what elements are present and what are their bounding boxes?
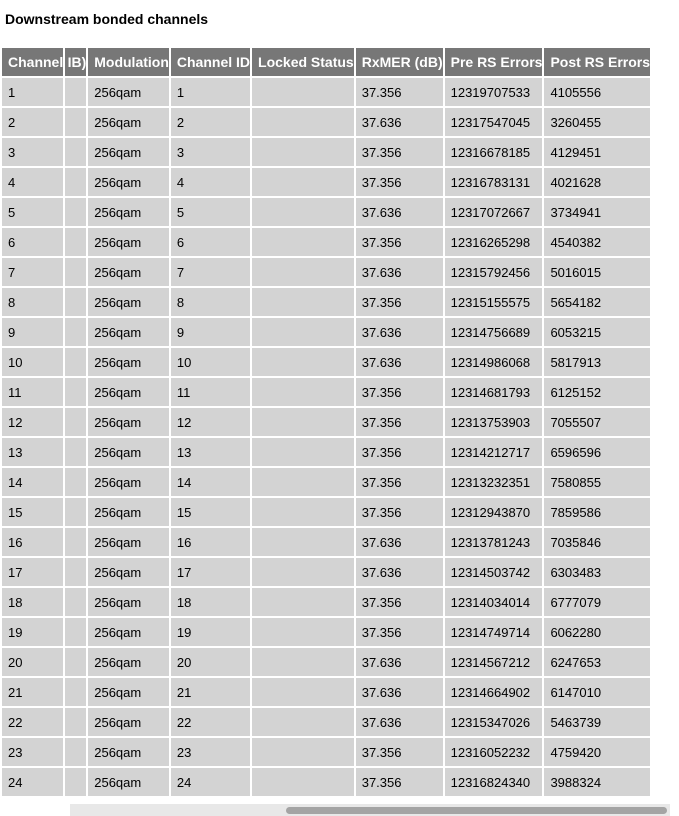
cell-rxmer: 37.356 xyxy=(356,78,443,106)
cell-channel-id: 13 xyxy=(171,438,250,466)
cell-channel-id: 8 xyxy=(171,288,250,316)
cell-post-rs-errors: 6303483 xyxy=(544,558,650,586)
cell-channel-id: 22 xyxy=(171,708,250,736)
cell-channel-id: 4 xyxy=(171,168,250,196)
cell-pre-rs-errors: 12317547045 xyxy=(445,108,543,136)
table-row xyxy=(2,378,650,406)
cell-pre-rs-errors: 12314034014 xyxy=(445,588,543,616)
cell-post-rs-errors: 6596596 xyxy=(544,438,650,466)
cell-pre-rs-errors: 12313781243 xyxy=(445,528,543,556)
cell-pre-rs-errors: 12315155575 xyxy=(445,288,543,316)
cell-channel: 7 xyxy=(2,258,63,286)
cell-power xyxy=(65,348,86,376)
cell-pre-rs-errors: 12315347026 xyxy=(445,708,543,736)
cell-channel-id: 7 xyxy=(171,258,250,286)
cell-modulation: 256qam xyxy=(88,648,169,676)
cell-modulation: 256qam xyxy=(88,168,169,196)
cell-channel-id: 3 xyxy=(171,138,250,166)
cell-post-rs-errors: 3988324 xyxy=(544,768,650,796)
cell-pre-rs-errors: 12314749714 xyxy=(445,618,543,646)
cell-pre-rs-errors: 12313753903 xyxy=(445,408,543,436)
cell-post-rs-errors: 7859586 xyxy=(544,498,650,526)
cell-locked-status xyxy=(252,768,354,796)
cell-post-rs-errors: 6247653 xyxy=(544,648,650,676)
table-row xyxy=(2,348,650,376)
cell-post-rs-errors: 6125152 xyxy=(544,378,650,406)
cell-power xyxy=(65,588,86,616)
scrollbar-thumb[interactable] xyxy=(286,807,667,814)
cell-modulation: 256qam xyxy=(88,288,169,316)
cell-channel: 23 xyxy=(2,738,63,766)
table-row xyxy=(2,408,650,436)
cell-channel: 9 xyxy=(2,318,63,346)
table-row xyxy=(2,108,650,136)
cell-channel: 15 xyxy=(2,498,63,526)
cell-power xyxy=(65,558,86,586)
cell-rxmer: 37.636 xyxy=(356,258,443,286)
cell-locked-status xyxy=(252,288,354,316)
cell-channel-id: 17 xyxy=(171,558,250,586)
cell-locked-status xyxy=(252,708,354,736)
cell-channel-id: 23 xyxy=(171,738,250,766)
cell-locked-status xyxy=(252,498,354,526)
table-row xyxy=(2,678,650,706)
table-row xyxy=(2,528,650,556)
cell-pre-rs-errors: 12316052232 xyxy=(445,738,543,766)
cell-locked-status xyxy=(252,108,354,136)
cell-locked-status xyxy=(252,408,354,436)
cell-rxmer: 37.356 xyxy=(356,408,443,436)
column-header-channel: Channel xyxy=(2,48,63,76)
cell-rxmer: 37.356 xyxy=(356,438,443,466)
table-row xyxy=(2,648,650,676)
cell-pre-rs-errors: 12315792456 xyxy=(445,258,543,286)
cell-rxmer: 37.636 xyxy=(356,648,443,676)
cell-post-rs-errors: 5463739 xyxy=(544,708,650,736)
column-header-rxmer: RxMER (dB) xyxy=(356,48,443,76)
cell-power xyxy=(65,468,86,496)
cell-channel: 10 xyxy=(2,348,63,376)
cell-locked-status xyxy=(252,378,354,406)
cell-modulation: 256qam xyxy=(88,528,169,556)
cell-post-rs-errors: 7055507 xyxy=(544,408,650,436)
cell-power xyxy=(65,258,86,286)
cell-channel: 17 xyxy=(2,558,63,586)
cell-pre-rs-errors: 12314756689 xyxy=(445,318,543,346)
cell-locked-status xyxy=(252,228,354,256)
cell-rxmer: 37.636 xyxy=(356,558,443,586)
cell-post-rs-errors: 7580855 xyxy=(544,468,650,496)
cell-pre-rs-errors: 12316824340 xyxy=(445,768,543,796)
cell-channel: 14 xyxy=(2,468,63,496)
column-header-pre-rs-errors: Pre RS Errors xyxy=(445,48,543,76)
cell-channel: 19 xyxy=(2,618,63,646)
cell-modulation: 256qam xyxy=(88,438,169,466)
cell-post-rs-errors: 6777079 xyxy=(544,588,650,616)
cell-modulation: 256qam xyxy=(88,138,169,166)
cell-locked-status xyxy=(252,738,354,766)
cell-channel: 20 xyxy=(2,648,63,676)
cell-locked-status xyxy=(252,438,354,466)
cell-rxmer: 37.356 xyxy=(356,738,443,766)
table-row xyxy=(2,738,650,766)
cell-modulation: 256qam xyxy=(88,228,169,256)
cell-rxmer: 37.636 xyxy=(356,108,443,136)
table-row xyxy=(2,138,650,166)
cell-modulation: 256qam xyxy=(88,258,169,286)
cell-channel-id: 15 xyxy=(171,498,250,526)
cell-channel: 4 xyxy=(2,168,63,196)
cell-channel: 18 xyxy=(2,588,63,616)
cell-modulation: 256qam xyxy=(88,108,169,136)
cell-channel: 12 xyxy=(2,408,63,436)
cell-locked-status xyxy=(252,588,354,616)
cell-power xyxy=(65,618,86,646)
cell-rxmer: 37.356 xyxy=(356,228,443,256)
cell-modulation: 256qam xyxy=(88,708,169,736)
cell-pre-rs-errors: 12316265298 xyxy=(445,228,543,256)
cell-channel-id: 5 xyxy=(171,198,250,226)
cell-pre-rs-errors: 12316783131 xyxy=(445,168,543,196)
cell-channel: 24 xyxy=(2,768,63,796)
table-row xyxy=(2,438,650,466)
cell-modulation: 256qam xyxy=(88,198,169,226)
cell-channel-id: 2 xyxy=(171,108,250,136)
cell-post-rs-errors: 4105556 xyxy=(544,78,650,106)
cell-power xyxy=(65,408,86,436)
cell-modulation: 256qam xyxy=(88,408,169,436)
cell-power xyxy=(65,768,86,796)
cell-modulation: 256qam xyxy=(88,318,169,346)
cell-rxmer: 37.636 xyxy=(356,528,443,556)
table-body xyxy=(2,78,650,796)
cell-channel: 5 xyxy=(2,198,63,226)
cell-pre-rs-errors: 12317072667 xyxy=(445,198,543,226)
cell-channel-id: 10 xyxy=(171,348,250,376)
cell-rxmer: 37.356 xyxy=(356,498,443,526)
cell-modulation: 256qam xyxy=(88,348,169,376)
column-header-modulation: Modulation xyxy=(88,48,169,76)
cell-channel-id: 19 xyxy=(171,618,250,646)
cell-post-rs-errors: 5654182 xyxy=(544,288,650,316)
horizontal-scrollbar[interactable] xyxy=(70,804,670,816)
table-row xyxy=(2,618,650,646)
cell-post-rs-errors: 5016015 xyxy=(544,258,650,286)
cell-channel-id: 14 xyxy=(171,468,250,496)
table-row xyxy=(2,288,650,316)
table-row xyxy=(2,708,650,736)
cell-post-rs-errors: 3260455 xyxy=(544,108,650,136)
cell-modulation: 256qam xyxy=(88,378,169,406)
cell-post-rs-errors: 5817913 xyxy=(544,348,650,376)
cell-channel-id: 20 xyxy=(171,648,250,676)
table-row xyxy=(2,228,650,256)
table-row xyxy=(2,498,650,526)
cell-power xyxy=(65,438,86,466)
cell-post-rs-errors: 6053215 xyxy=(544,318,650,346)
cell-power xyxy=(65,288,86,316)
cell-channel: 13 xyxy=(2,438,63,466)
cell-locked-status xyxy=(252,468,354,496)
table-row xyxy=(2,588,650,616)
cell-pre-rs-errors: 12319707533 xyxy=(445,78,543,106)
column-header-power: IB) xyxy=(65,48,86,76)
cell-pre-rs-errors: 12314681793 xyxy=(445,378,543,406)
cell-locked-status xyxy=(252,78,354,106)
cell-modulation: 256qam xyxy=(88,588,169,616)
cell-channel: 22 xyxy=(2,708,63,736)
cell-channel-id: 1 xyxy=(171,78,250,106)
cell-channel: 1 xyxy=(2,78,63,106)
cell-pre-rs-errors: 12314986068 xyxy=(445,348,543,376)
table-row xyxy=(2,558,650,586)
cell-modulation: 256qam xyxy=(88,498,169,526)
section-title: Downstream bonded channels xyxy=(5,11,209,27)
cell-modulation: 256qam xyxy=(88,78,169,106)
downstream-channels-table xyxy=(0,46,652,798)
cell-power xyxy=(65,678,86,706)
cell-rxmer: 37.636 xyxy=(356,198,443,226)
table-header-row xyxy=(2,48,650,76)
cell-channel: 8 xyxy=(2,288,63,316)
cell-rxmer: 37.356 xyxy=(356,768,443,796)
cell-channel-id: 24 xyxy=(171,768,250,796)
cell-rxmer: 37.356 xyxy=(356,138,443,166)
cell-locked-status xyxy=(252,348,354,376)
cell-post-rs-errors: 7035846 xyxy=(544,528,650,556)
cell-channel-id: 11 xyxy=(171,378,250,406)
cell-pre-rs-errors: 12316678185 xyxy=(445,138,543,166)
table-row xyxy=(2,168,650,196)
cell-power xyxy=(65,498,86,526)
cell-locked-status xyxy=(252,258,354,286)
cell-channel: 3 xyxy=(2,138,63,166)
cell-channel: 16 xyxy=(2,528,63,556)
table-row xyxy=(2,468,650,496)
cell-channel-id: 16 xyxy=(171,528,250,556)
cell-pre-rs-errors: 12314212717 xyxy=(445,438,543,466)
cell-channel: 11 xyxy=(2,378,63,406)
cell-rxmer: 37.356 xyxy=(356,588,443,616)
cell-post-rs-errors: 4129451 xyxy=(544,138,650,166)
cell-modulation: 256qam xyxy=(88,768,169,796)
cell-locked-status xyxy=(252,138,354,166)
cell-power xyxy=(65,738,86,766)
cell-channel-id: 18 xyxy=(171,588,250,616)
cell-power xyxy=(65,78,86,106)
table-row xyxy=(2,318,650,346)
cell-post-rs-errors: 4021628 xyxy=(544,168,650,196)
table-row xyxy=(2,768,650,796)
column-header-channel-id: Channel ID xyxy=(171,48,250,76)
cell-rxmer: 37.356 xyxy=(356,288,443,316)
cell-locked-status xyxy=(252,648,354,676)
cell-modulation: 256qam xyxy=(88,618,169,646)
cell-power xyxy=(65,378,86,406)
cell-power xyxy=(65,108,86,136)
cell-locked-status xyxy=(252,168,354,196)
cell-pre-rs-errors: 12312943870 xyxy=(445,498,543,526)
cell-channel-id: 21 xyxy=(171,678,250,706)
cell-locked-status xyxy=(252,318,354,346)
cell-rxmer: 37.636 xyxy=(356,348,443,376)
cell-channel-id: 12 xyxy=(171,408,250,436)
cell-post-rs-errors: 3734941 xyxy=(544,198,650,226)
cell-power xyxy=(65,528,86,556)
column-header-post-rs-errors: Post RS Errors xyxy=(544,48,650,76)
cell-rxmer: 37.636 xyxy=(356,678,443,706)
cell-pre-rs-errors: 12314664902 xyxy=(445,678,543,706)
cell-modulation: 256qam xyxy=(88,738,169,766)
cell-power xyxy=(65,228,86,256)
cell-pre-rs-errors: 12314503742 xyxy=(445,558,543,586)
cell-rxmer: 37.356 xyxy=(356,168,443,196)
cell-channel-id: 6 xyxy=(171,228,250,256)
cell-power xyxy=(65,198,86,226)
cell-post-rs-errors: 6062280 xyxy=(544,618,650,646)
cell-rxmer: 37.356 xyxy=(356,618,443,646)
cell-rxmer: 37.356 xyxy=(356,378,443,406)
cell-channel-id: 9 xyxy=(171,318,250,346)
cell-locked-status xyxy=(252,558,354,586)
cell-post-rs-errors: 4540382 xyxy=(544,228,650,256)
cell-pre-rs-errors: 12314567212 xyxy=(445,648,543,676)
cell-pre-rs-errors: 12313232351 xyxy=(445,468,543,496)
cell-post-rs-errors: 6147010 xyxy=(544,678,650,706)
cell-power xyxy=(65,168,86,196)
table-row xyxy=(2,258,650,286)
cell-channel: 2 xyxy=(2,108,63,136)
cell-power xyxy=(65,648,86,676)
table-row xyxy=(2,198,650,226)
cell-rxmer: 37.356 xyxy=(356,468,443,496)
cell-locked-status xyxy=(252,618,354,646)
cell-rxmer: 37.636 xyxy=(356,708,443,736)
cell-locked-status xyxy=(252,198,354,226)
cell-locked-status xyxy=(252,528,354,556)
cell-modulation: 256qam xyxy=(88,468,169,496)
cell-locked-status xyxy=(252,678,354,706)
cell-modulation: 256qam xyxy=(88,678,169,706)
cell-power xyxy=(65,708,86,736)
cell-channel: 21 xyxy=(2,678,63,706)
cell-channel: 6 xyxy=(2,228,63,256)
cell-power xyxy=(65,318,86,346)
cell-rxmer: 37.636 xyxy=(356,318,443,346)
cell-modulation: 256qam xyxy=(88,558,169,586)
cell-power xyxy=(65,138,86,166)
table-row xyxy=(2,78,650,106)
cell-post-rs-errors: 4759420 xyxy=(544,738,650,766)
column-header-locked-status: Locked Status xyxy=(252,48,354,76)
